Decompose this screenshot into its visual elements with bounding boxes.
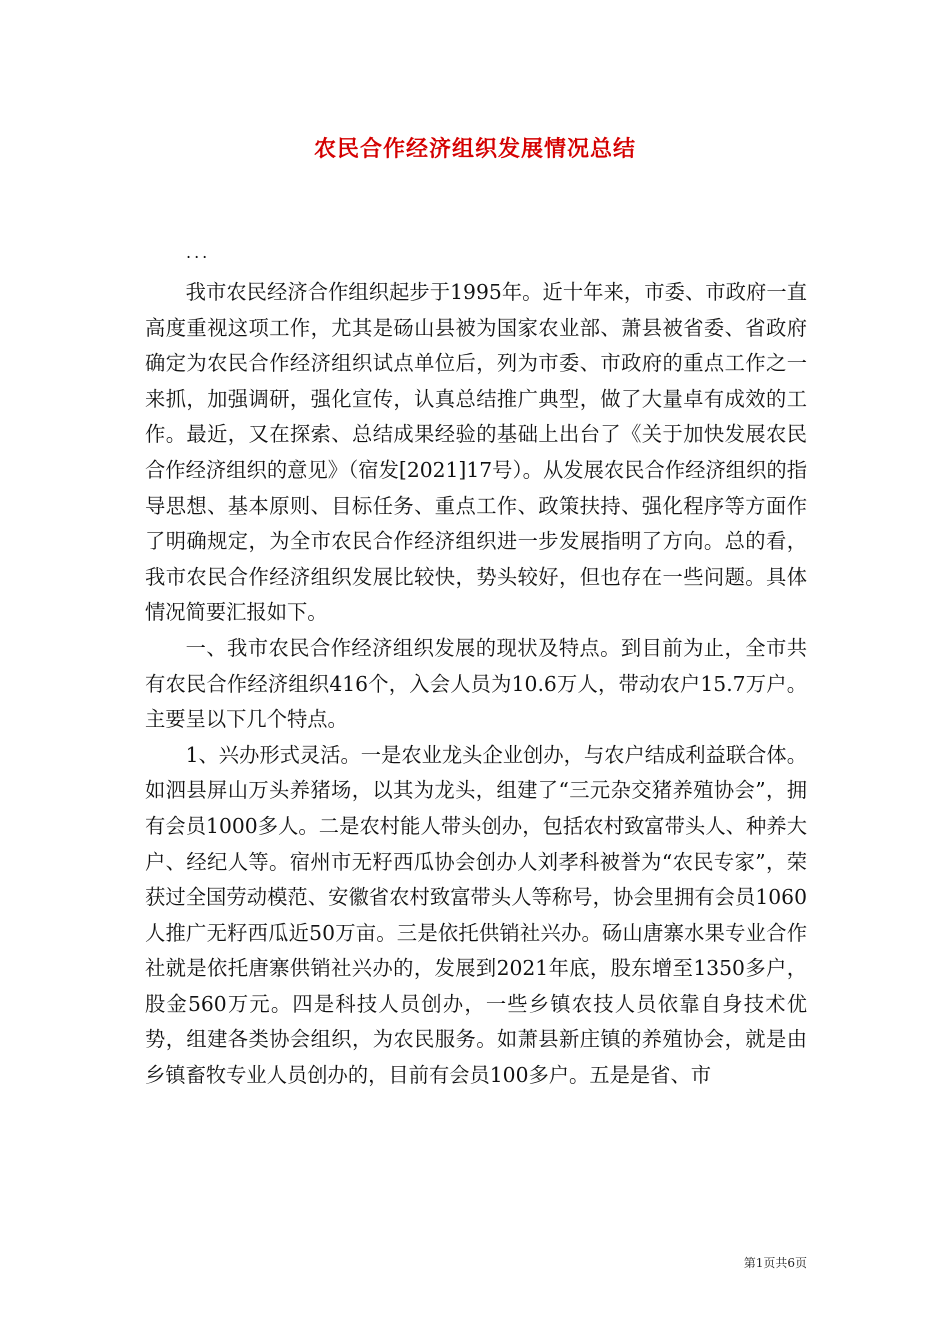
paragraph-point-one: 1、兴办形式灵活。一是农业龙头企业创办，与农户结成利益联合体。如泗县屏山万头养猪场，以其为龙头，组建了“三元杂交猪养殖协会”，拥有会员1000多人。二是农村能人带头创办，包括农村致富带头人、种养大户、经纪人等。宿州市无籽西瓜协会创办人刘孝科被誉为“农民专家”，荣获过全国劳动模范、安徽省农村致富带头人等称号，协会里拥有会员1060人推广无籽西瓜近50万亩。三是依托供销社兴办。砀山唐寨水果专业合作社就是依托唐寨供销社兴办的，发展到2021年底，股东增至1350多户，股金560万元。四是科技人员创办，一些乡镇农技人员依靠自身技术优势，组建各类协会组织，为农民服务。如萧县新庄镇的养殖协会，就是由乡镇畜牧专业人员创办的，目前有会员100多户。五是是省、市	[145, 742, 807, 1088]
document-body	[145, 275, 807, 1094]
paragraph-intro: 我市农民经济合作组织起步于1995年。近十年来，市委、市政府一直高度重视这项工作，尤其是砀山县被为国家农业部、萧县被省委、省政府确定为农民合作经济组织试点单位后，列为市委、市政府的重点工作之一来抓，加强调研，强化宣传，认真总结推广典型，做了大量卓有成效的工作。最近，又在探索、总结成果经验的基础上出台了《关于加快发展农民合作经济组织的意见》（宿发[2021]17号）。从发展农民合作经济组织的指导思想、基本原则、目标任务、重点工作、政策扶持、强化程序等方面作了明确规定，为全市农民合作经济组织进一步发展指明了方向。总的看，我市农民合作经济组织发展比较快，势头较好，但也存在一些问题。具体情况简要汇报如下。	[145, 280, 807, 625]
page-number-footer: 第1页共6页	[743, 1256, 807, 1270]
document-title: 农民合作经济组织发展情况总结	[313, 136, 636, 162]
paragraph-section-one: 一、我市农民合作经济组织发展的现状及特点。到目前为止，全市共有农民合作经济组织416个，入会人员为10.6万人，带动农户15.7万户。主要呈以下几个特点。	[145, 635, 807, 732]
ellipsis-marker: ...	[186, 243, 211, 262]
